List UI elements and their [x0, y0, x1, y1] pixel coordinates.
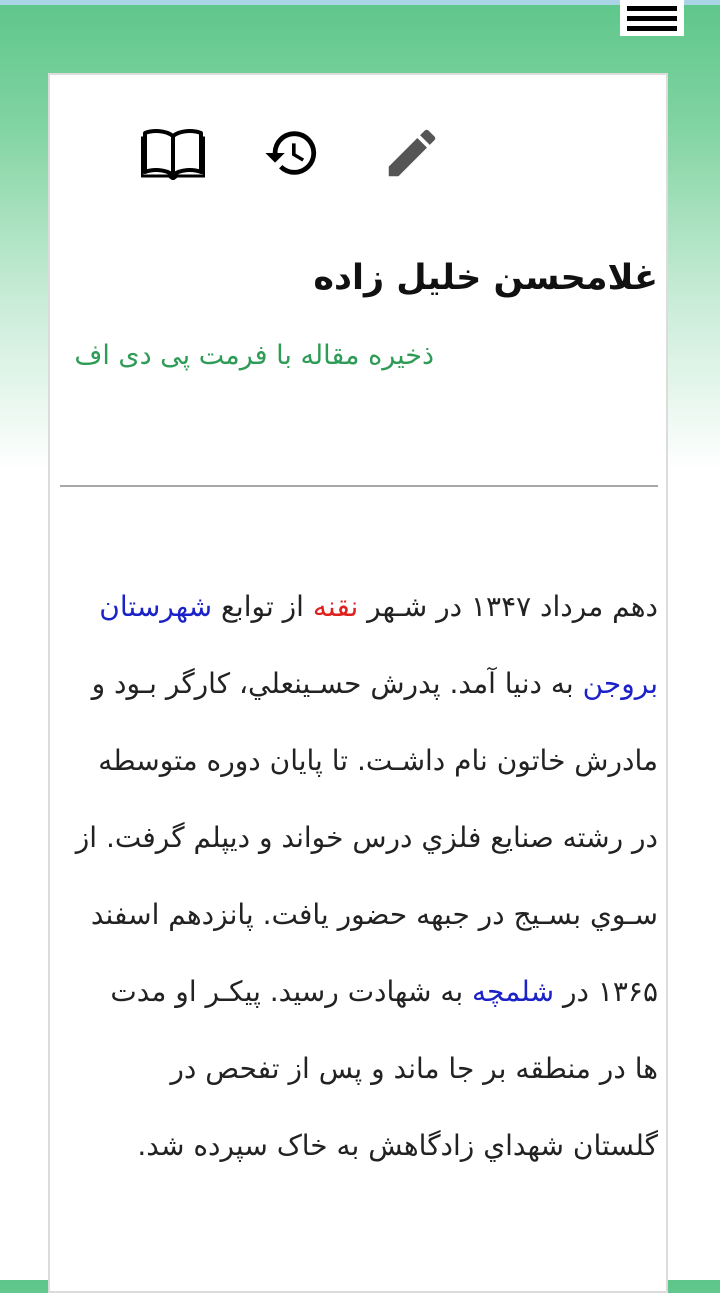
- link-county-part2[interactable]: بروجن: [582, 667, 658, 700]
- link-shalamcheh[interactable]: شلمچه: [472, 975, 555, 1008]
- edit-button[interactable]: [377, 118, 447, 188]
- paragraph-line-5: سـوي بسـیج در جبهه حضور یافت. پانزدهم اسفند: [90, 898, 658, 931]
- menu-bar: [627, 6, 677, 11]
- history-icon: [263, 124, 321, 182]
- paragraph-line-3: مادرش خاتون نام داشـت. تا پایان دوره متوسطه: [98, 744, 658, 777]
- history-button[interactable]: [257, 118, 327, 188]
- text-segment: از توابع: [212, 590, 313, 623]
- edit-icon: [381, 122, 443, 184]
- save-pdf-link[interactable]: ذخیره مقاله با فرمت پی دی اف: [74, 340, 434, 371]
- divider: [60, 485, 658, 487]
- read-button[interactable]: [138, 118, 208, 188]
- book-icon: [141, 126, 205, 180]
- paragraph-line-6: [110, 972, 658, 1012]
- paragraph-line-1: [99, 587, 658, 627]
- text-segment: به شهادت رسید. پیکـر او مدت: [110, 975, 473, 1008]
- top-border: [0, 0, 720, 5]
- menu-bar: [627, 26, 677, 31]
- hamburger-menu-button[interactable]: [620, 0, 684, 36]
- paragraph-line-4: در رشته صنایع فلزي درس خواند و دیپلم گرفت. از: [75, 821, 658, 854]
- text-segment: به دنیا آمد. پدرش حسـینعلي، کارگر بـود و: [91, 667, 583, 700]
- link-naghneh[interactable]: نقنه: [312, 590, 359, 623]
- menu-bar: [627, 16, 677, 21]
- text-segment: ۱۳۶۵ در: [554, 975, 658, 1008]
- text-segment: دهم مرداد ۱۳۴۷ در شـهر: [358, 590, 658, 623]
- link-county-part1[interactable]: شهرستان: [99, 590, 213, 623]
- paragraph-line-8: گلستان شهداي زادگاهش به خاک سپرده شد.: [137, 1129, 658, 1162]
- paragraph-line-7: ها در منطقه بر جا ماند و پس از تفحص در: [170, 1052, 658, 1085]
- article-title: غلامحسن خلیل زاده: [313, 258, 658, 298]
- paragraph-line-2: [92, 664, 658, 704]
